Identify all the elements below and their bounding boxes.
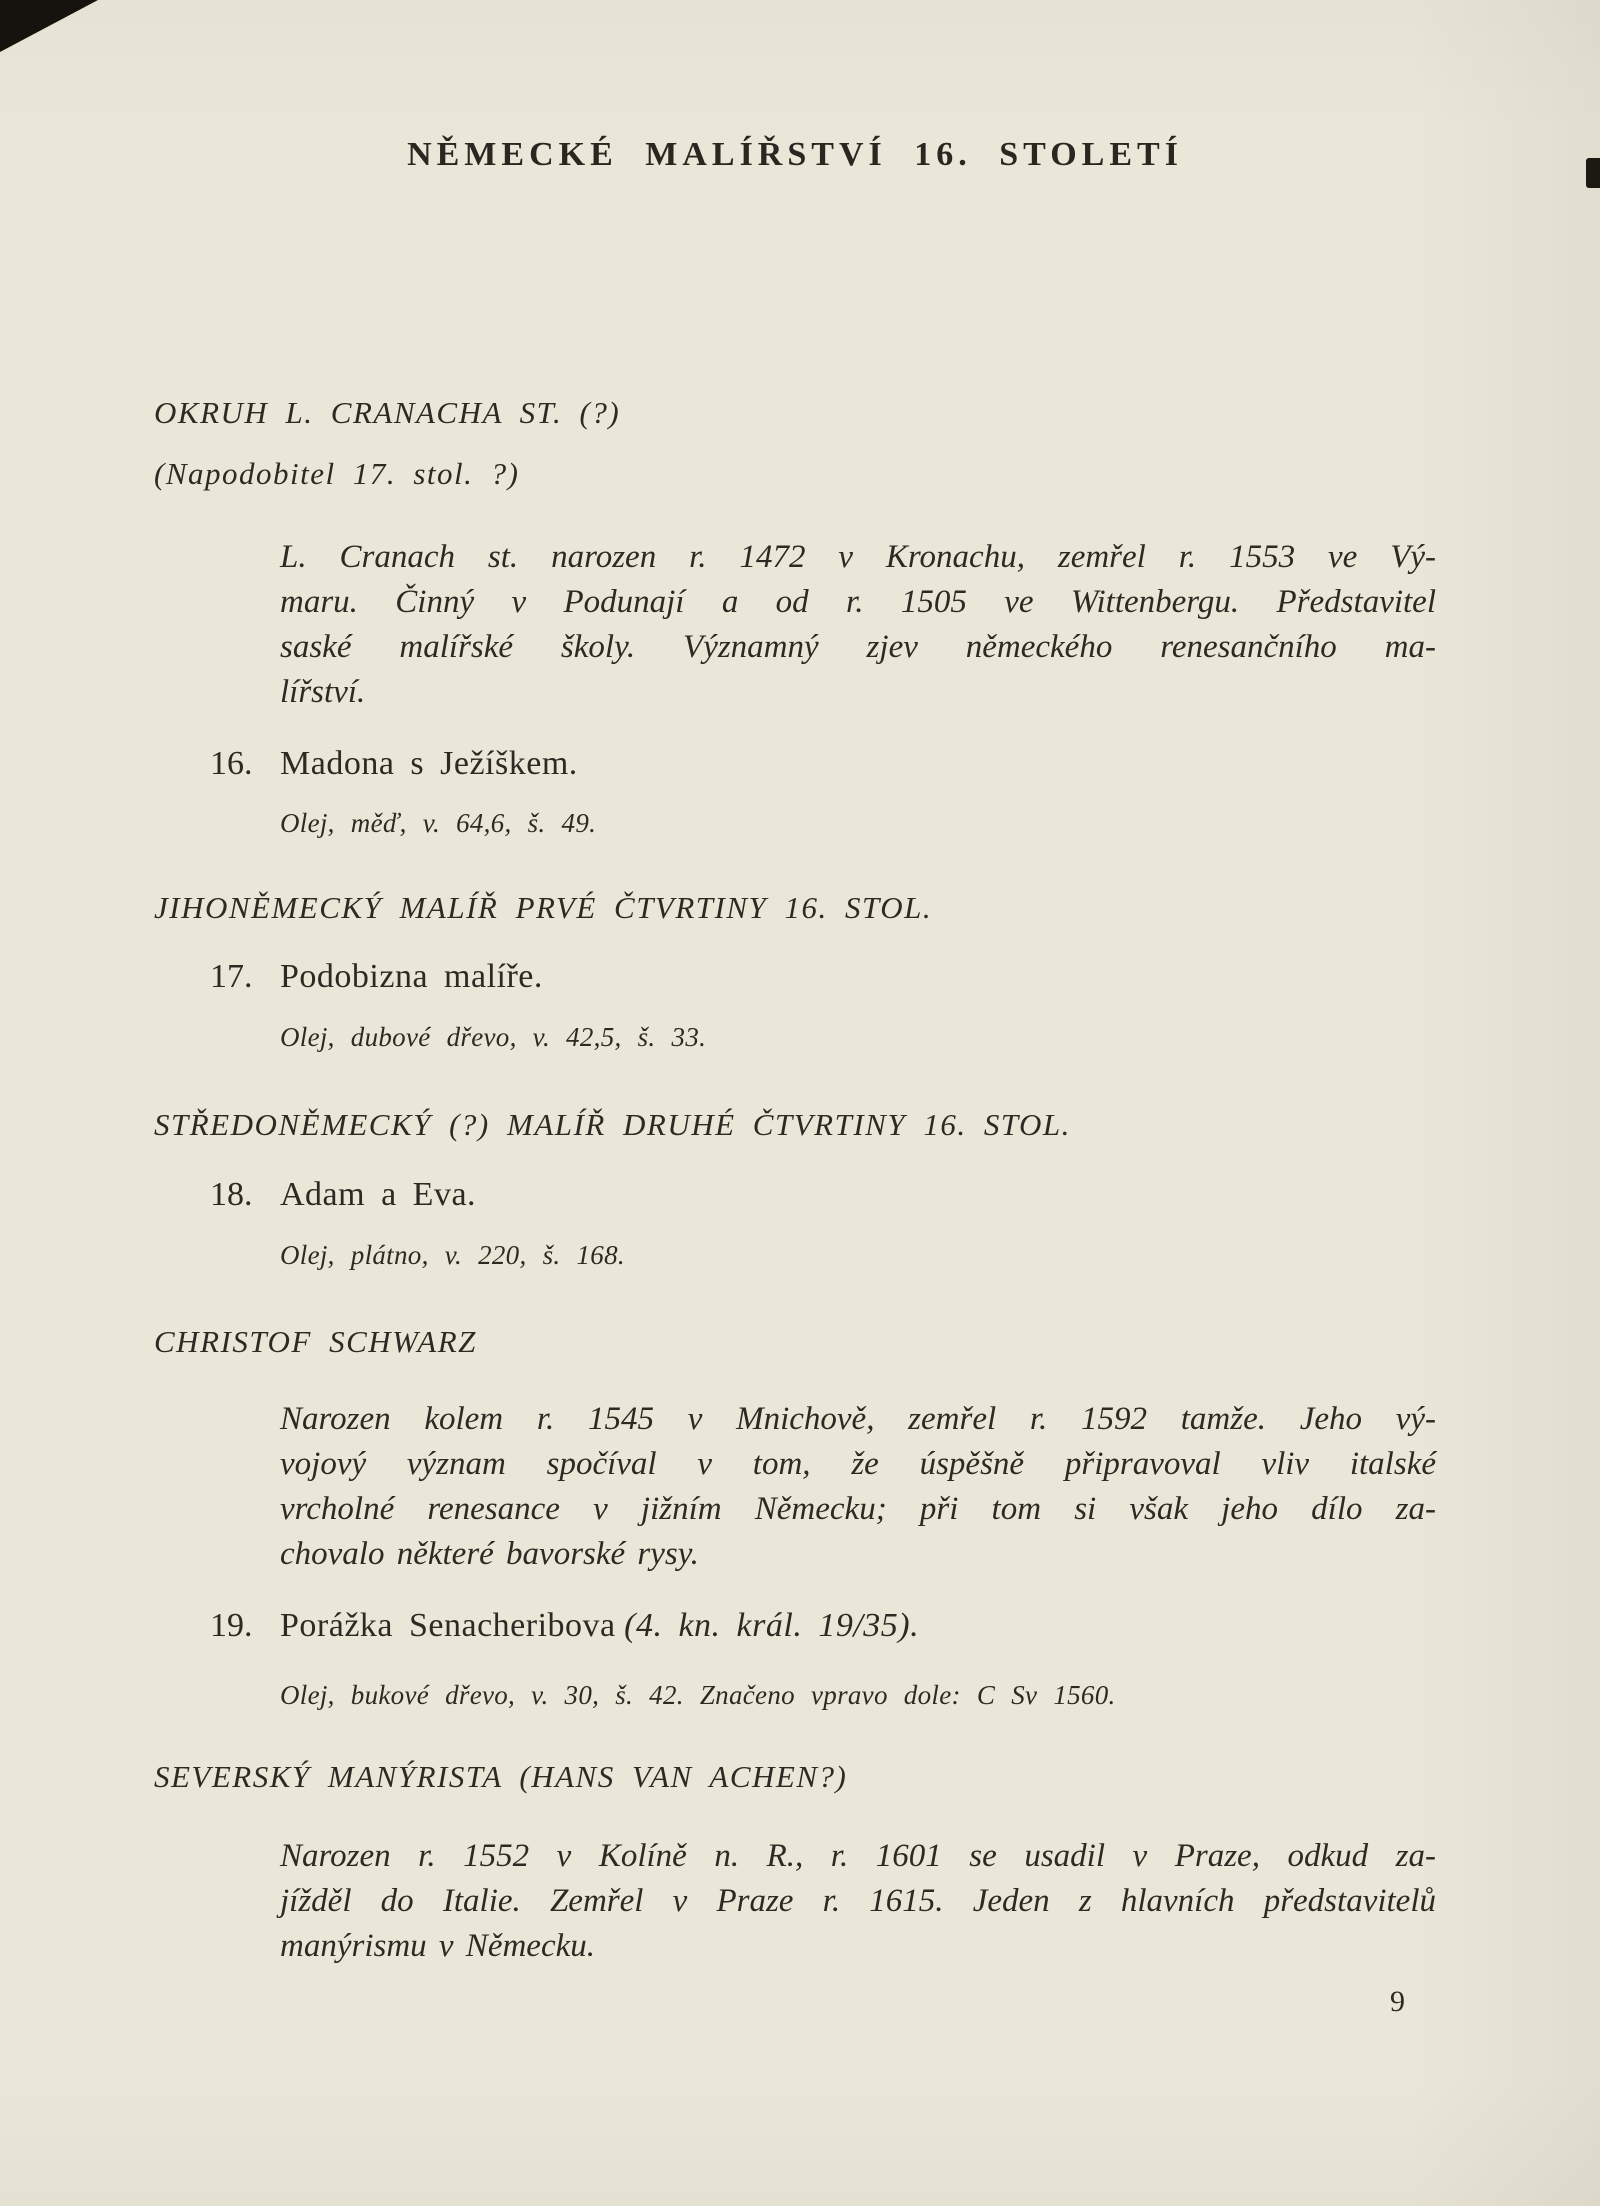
scan-artifact-top-left-edge bbox=[0, 0, 38, 14]
bio-line: manýrismu v Německu. bbox=[280, 1928, 595, 1964]
schwarz-bio-paragraph bbox=[280, 1397, 1436, 1577]
bio-line: vojový význam spočíval v tom, že úspěšně připravoval vliv italské bbox=[280, 1446, 1436, 1482]
bio-line: lířství. bbox=[280, 674, 366, 710]
entry-18-details: Olej, plátno, v. 220, š. 168. bbox=[280, 1240, 625, 1270]
page-title: NĚMECKÉ MALÍŘSTVÍ 16. STOLETÍ bbox=[407, 136, 1183, 173]
entry-number: 19. bbox=[210, 1607, 253, 1644]
entry-16-details: Olej, měď, v. 64,6, š. 49. bbox=[280, 808, 597, 838]
heading-stredonemecky-malir: STŘEDONĚMECKÝ (?) MALÍŘ DRUHÉ ČTVRTINY 16. STOL. bbox=[154, 1107, 1071, 1142]
cranach-bio-paragraph bbox=[280, 535, 1436, 715]
page-number: 9 bbox=[1390, 1985, 1405, 2018]
entry-title: Porážka Senacheribova bbox=[280, 1607, 616, 1644]
catalog-entry-16 bbox=[210, 745, 578, 783]
scan-artifact-right-edge bbox=[1586, 158, 1600, 188]
heading-napodobitel: (Napodobitel 17. stol. ?) bbox=[154, 456, 520, 491]
catalog-entry-19 bbox=[210, 1607, 919, 1645]
bio-line: L. Cranach st. narozen r. 1472 v Kronachu, zemřel r. 1553 ve Vý- bbox=[280, 539, 1436, 575]
seversky-bio-paragraph bbox=[280, 1834, 1436, 1969]
entry-title: Adam a Eva. bbox=[280, 1176, 477, 1213]
entry-number: 18. bbox=[210, 1176, 253, 1213]
entry-17-details: Olej, dubové dřevo, v. 42,5, š. 33. bbox=[280, 1022, 707, 1052]
bio-line: vrcholné renesance v jižním Německu; při tom si však jeho dílo za- bbox=[280, 1491, 1436, 1527]
bio-line: Narozen r. 1552 v Kolíně n. R., r. 1601 se usadil v Praze, odkud za- bbox=[280, 1838, 1436, 1874]
catalog-entry-17 bbox=[210, 958, 543, 996]
bio-line: saské malířské školy. Významný zjev německého renesančního ma- bbox=[280, 629, 1436, 665]
entry-title: Podobizna malíře. bbox=[280, 958, 543, 995]
entry-title-reference: (4. kn. král. 19/35). bbox=[624, 1607, 920, 1644]
heading-christof-schwarz: CHRISTOF SCHWARZ bbox=[154, 1324, 477, 1359]
heading-seversky-manyrista: SEVERSKÝ MANÝRISTA (HANS VAN ACHEN?) bbox=[154, 1759, 848, 1794]
catalog-entry-18 bbox=[210, 1176, 476, 1214]
bio-line: jížděl do Italie. Zemřel v Praze r. 1615. Jeden z hlavních představitelů bbox=[280, 1883, 1436, 1919]
entry-title: Madona s Ježíškem. bbox=[280, 745, 578, 782]
entry-19-details: Olej, bukové dřevo, v. 30, š. 42. Značeno vpravo dole: C Sv 1560. bbox=[280, 1680, 1116, 1710]
bio-line: maru. Činný v Podunají a od r. 1505 ve Wittenbergu. Představitel bbox=[280, 584, 1436, 620]
heading-jihonemecky-malir: JIHONĚMECKÝ MALÍŘ PRVÉ ČTVRTINY 16. STOL. bbox=[154, 890, 933, 925]
page-content bbox=[154, 0, 1436, 2206]
entry-number: 16. bbox=[210, 745, 253, 782]
bio-line: Narozen kolem r. 1545 v Mnichově, zemřel r. 1592 tamže. Jeho vý- bbox=[280, 1401, 1436, 1437]
entry-number: 17. bbox=[210, 958, 253, 995]
heading-okruh-cranacha: OKRUH L. CRANACHA ST. (?) bbox=[154, 395, 621, 430]
bio-line: chovalo některé bavorské rysy. bbox=[280, 1536, 699, 1572]
